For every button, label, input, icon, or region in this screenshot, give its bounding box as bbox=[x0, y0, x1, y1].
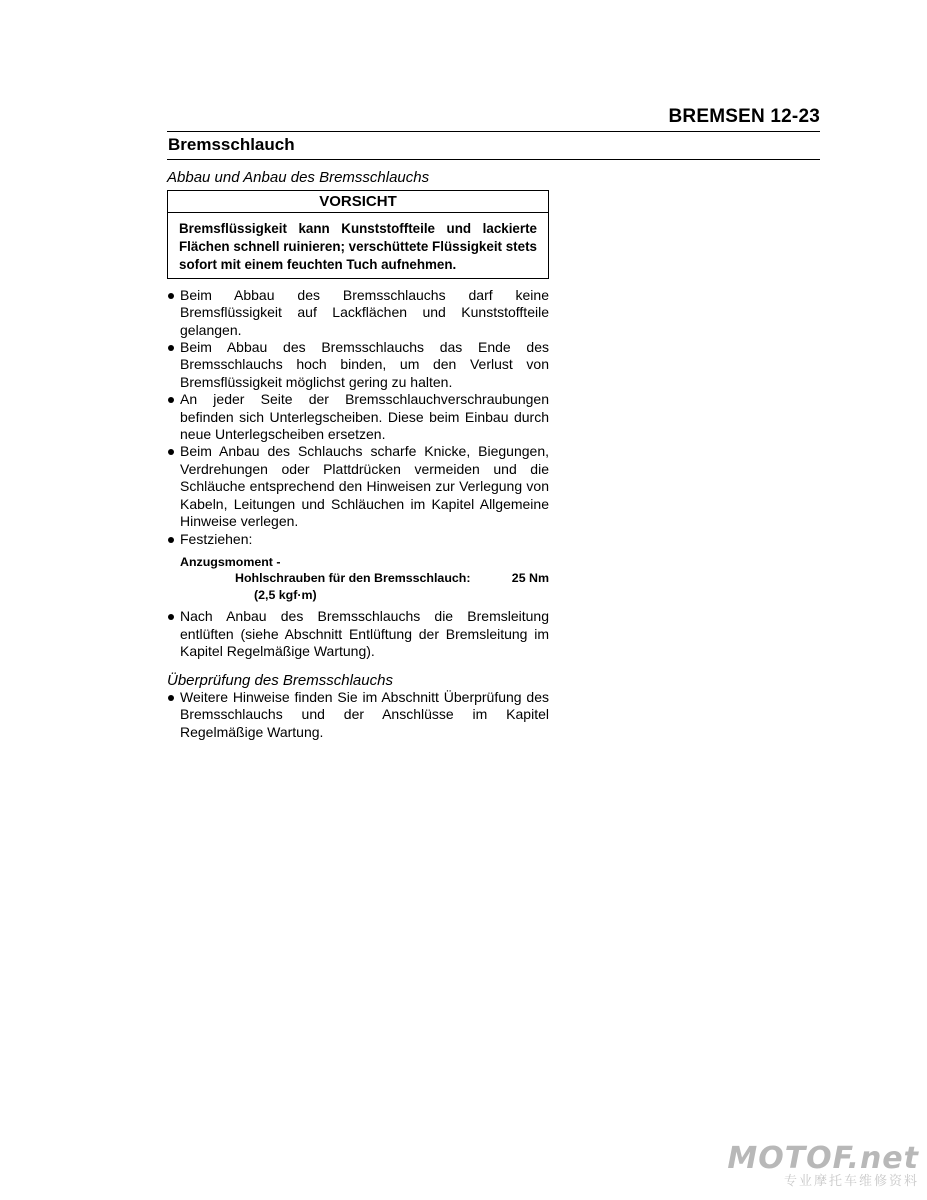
list-item-text: Beim Anbau des Schlauchs scharfe Knicke, Biegungen, Verdrehungen oder Plattdrücken vermeiden und die Schläuche entsprechend den Hinweisen zur Verlegung von Kabeln, Leitungen und Schläuchen im Kapitel Allgemeine Hinweise verlegen. bbox=[180, 443, 549, 530]
list-item bbox=[167, 443, 549, 530]
caution-title: VORSICHT bbox=[168, 191, 548, 212]
list-item-text: Festziehen: bbox=[180, 530, 253, 547]
after-bullet-list bbox=[167, 608, 549, 660]
removal-bullet-list bbox=[167, 287, 549, 548]
bullet-icon bbox=[168, 537, 174, 543]
list-item-text: Beim Abbau des Bremsschlauchs darf keine Bremsflüssigkeit auf Lackflächen und Kunststoffteile gelangen. bbox=[180, 286, 549, 338]
watermark bbox=[727, 1141, 919, 1188]
section-title-bar bbox=[167, 133, 820, 160]
caution-text: Bremsflüssigkeit kann Kunststoffteile und lackierte Flächen schnell ruinieren; verschüttete Flüssigkeit stets sofort mit einem feuchten Tuch aufnehmen. bbox=[179, 220, 537, 272]
bullet-icon bbox=[168, 345, 174, 351]
content-column bbox=[167, 168, 549, 741]
watermark-tagline: 专业摩托车维修资料 bbox=[783, 1173, 919, 1188]
list-item-text: Nach Anbau des Bremsschlauchs die Bremsleitung entlüften (siehe Abschnitt Entlüftung der Bremsleitung im Kapitel Regelmäßige Wartung). bbox=[180, 608, 549, 660]
list-item-text: Weitere Hinweise finden Sie im Abschnitt Überprüfung des Bremsschlauchs und der Anschlüsse im Kapitel Regelmäßige Wartung. bbox=[180, 689, 549, 740]
torque-alt-value: (2,5 kgf·m) bbox=[254, 587, 317, 602]
caution-box bbox=[167, 190, 549, 278]
list-item bbox=[167, 287, 549, 339]
bullet-icon bbox=[168, 397, 174, 403]
bullet-icon bbox=[168, 695, 174, 701]
bullet-icon bbox=[168, 614, 174, 620]
torque-label: Anzugsmoment - bbox=[180, 554, 281, 569]
list-item bbox=[167, 391, 549, 443]
list-item bbox=[167, 608, 549, 660]
bullet-icon bbox=[168, 293, 174, 299]
torque-item: Hohlschrauben für den Bremsschlauch: bbox=[235, 571, 471, 586]
page-header bbox=[167, 100, 820, 132]
torque-value: 25 Nm bbox=[511, 571, 549, 586]
list-item bbox=[167, 689, 549, 741]
removal-subheading: Abbau und Anbau des Bremsschlauchs bbox=[167, 169, 430, 186]
list-item bbox=[167, 339, 549, 391]
torque-row bbox=[180, 570, 549, 587]
list-item-text: An jeder Seite der Bremsschlauchverschraubungen befinden sich Unterlegscheiben. Diese beim Einbau durch neue Unterlegscheiben ersetzen. bbox=[180, 391, 549, 443]
bullet-icon bbox=[168, 449, 174, 455]
list-item bbox=[167, 531, 549, 548]
page-label: BREMSEN 12-23 bbox=[668, 106, 820, 127]
section-title: Bremsschlauch bbox=[168, 135, 295, 154]
inspection-subheading: Überprüfung des Bremsschlauchs bbox=[167, 671, 393, 689]
inspection-bullet-list bbox=[167, 689, 549, 741]
list-item-text: Beim Abbau des Bremsschlauchs das Ende des Bremsschlauchs hoch binden, um den Verlust von Bremsflüssigkeit möglichst gering zu halten. bbox=[180, 339, 549, 390]
torque-spec bbox=[180, 554, 549, 604]
watermark-logo: MOTOF.net bbox=[727, 1141, 919, 1176]
